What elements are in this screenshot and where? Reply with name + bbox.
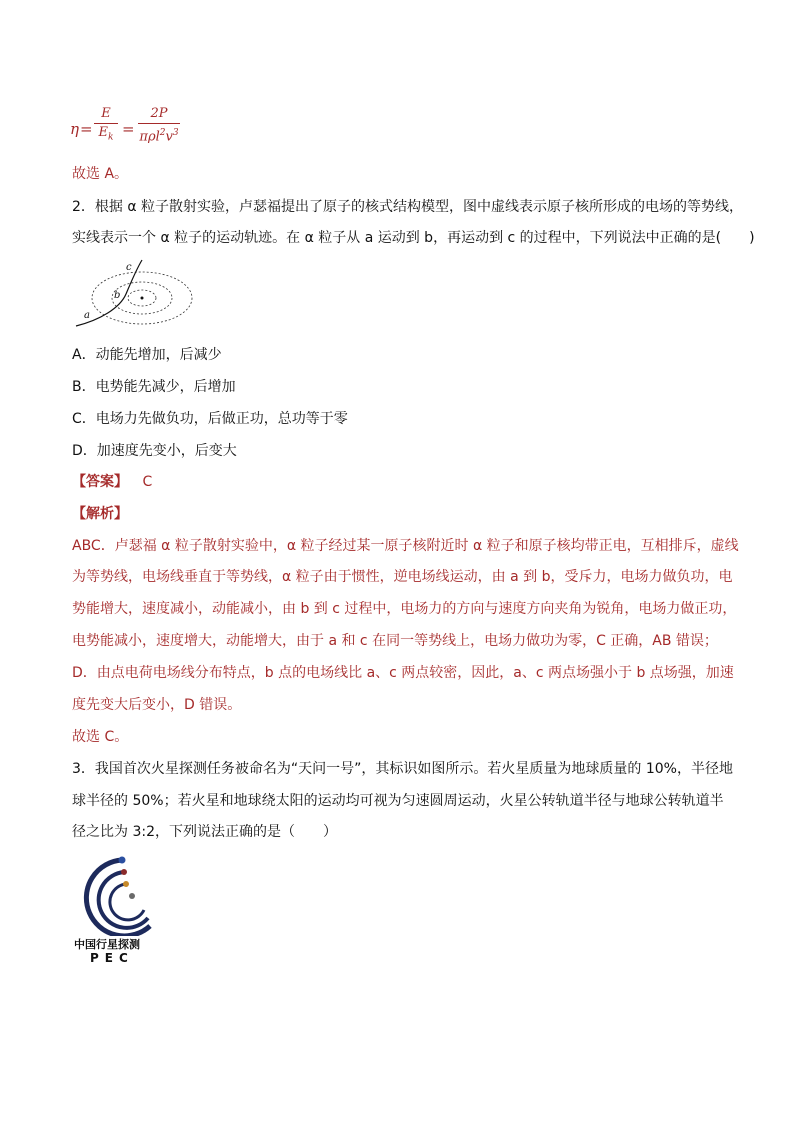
q2-option-a: A．动能先增加，后减少 <box>72 347 222 363</box>
fraction-1 <box>94 106 118 146</box>
formula-lhs: η <box>70 120 79 138</box>
pec-logo-graphic <box>72 852 168 936</box>
q2-answer <box>72 472 152 492</box>
fraction-1-denominator: $E_k$ <box>98 125 114 143</box>
analysis-line-2: 为等势线，电场线垂直于等势线，α 粒子由于惯性，逆电场线运动，由 a 到 b，受斥力，电场力做负功，电 <box>72 569 733 585</box>
q3-stem-line-3: 径之比为 3:2，下列说法正确的是（ ） <box>72 824 337 840</box>
q2-option-d: D．加速度先变小，后变大 <box>72 443 237 459</box>
q2-option-b: B．电势能先减少，后增加 <box>72 379 236 395</box>
q2-final-answer: 故选 C。 <box>72 729 129 745</box>
analysis-tag: 【解析】 <box>72 506 128 522</box>
label-b: b <box>114 290 121 301</box>
q2-stem-line-2: 实线表示一个 α 粒子的运动轨迹。在 α 粒子从 a 运动到 b，再运动到 c 的过程中，下列说法中正确的是( ) <box>72 230 755 246</box>
efficiency-formula <box>68 104 208 154</box>
analysis-line-1: ABC．卢瑟福 α 粒子散射实验中，α 粒子经过某一原子核附近时 α 粒子和原子核均带正电，互相排斥，虚线 <box>72 538 739 554</box>
fraction-2-numerator: 2P <box>150 106 168 121</box>
fraction-2 <box>138 106 180 145</box>
answer-value: C <box>142 474 153 490</box>
q2-stem-line-1: 2．根据 α 粒子散射实验，卢瑟福提出了原子的核式结构模型，图中虚线表示原子核所形成的电场的等势线， <box>72 199 744 215</box>
pec-logo <box>72 852 168 968</box>
previous-answer: 故选 A。 <box>72 166 129 182</box>
logo-text-cn: 中国行星探测 <box>74 938 140 951</box>
fraction-1-numerator: E <box>101 106 111 121</box>
analysis-line-4: 电势能减小，速度增大，动能增大，由于 a 和 c 在同一等势线上，电场力做功为零，C 正确，AB 错误； <box>72 633 718 649</box>
analysis-line-6: 度先变大后变小，D 错误。 <box>72 697 242 713</box>
label-c: c <box>126 262 132 273</box>
logo-text-en: PEC <box>90 951 134 965</box>
analysis-line-5: D．由点电荷电场线分布特点，b 点的电场线比 a、c 两点较密，因此，a、c 两点场强小于 b 点场强，加速 <box>72 665 734 681</box>
q3-stem-line-1: 3．我国首次火星探测任务被命名为“天问一号”，其标识如图所示。若火星质量为地球质量的 10%，半径地 <box>72 761 733 777</box>
answer-tag: 【答案】 <box>72 474 128 490</box>
formula-equals: = <box>80 120 93 138</box>
q2-option-c: C．电场力先做负功，后做正功，总功等于零 <box>72 411 348 427</box>
alpha-scattering-figure <box>70 258 200 330</box>
q3-stem-line-2: 球半径的 50%；若火星和地球绕太阳的运动均可视为匀速圆周运动，火星公转轨道半径与地球公转轨道半 <box>72 793 724 809</box>
formula-equals-2: = <box>122 120 135 138</box>
label-a: a <box>84 310 90 321</box>
fraction-2-denominator: $\pi\rho l^2v^3$ <box>139 128 179 145</box>
analysis-line-3: 势能增大，速度减小，动能减小，由 b 到 c 过程中，电场力的方向与速度方向夹角为锐角，电场力做正功， <box>72 601 737 617</box>
